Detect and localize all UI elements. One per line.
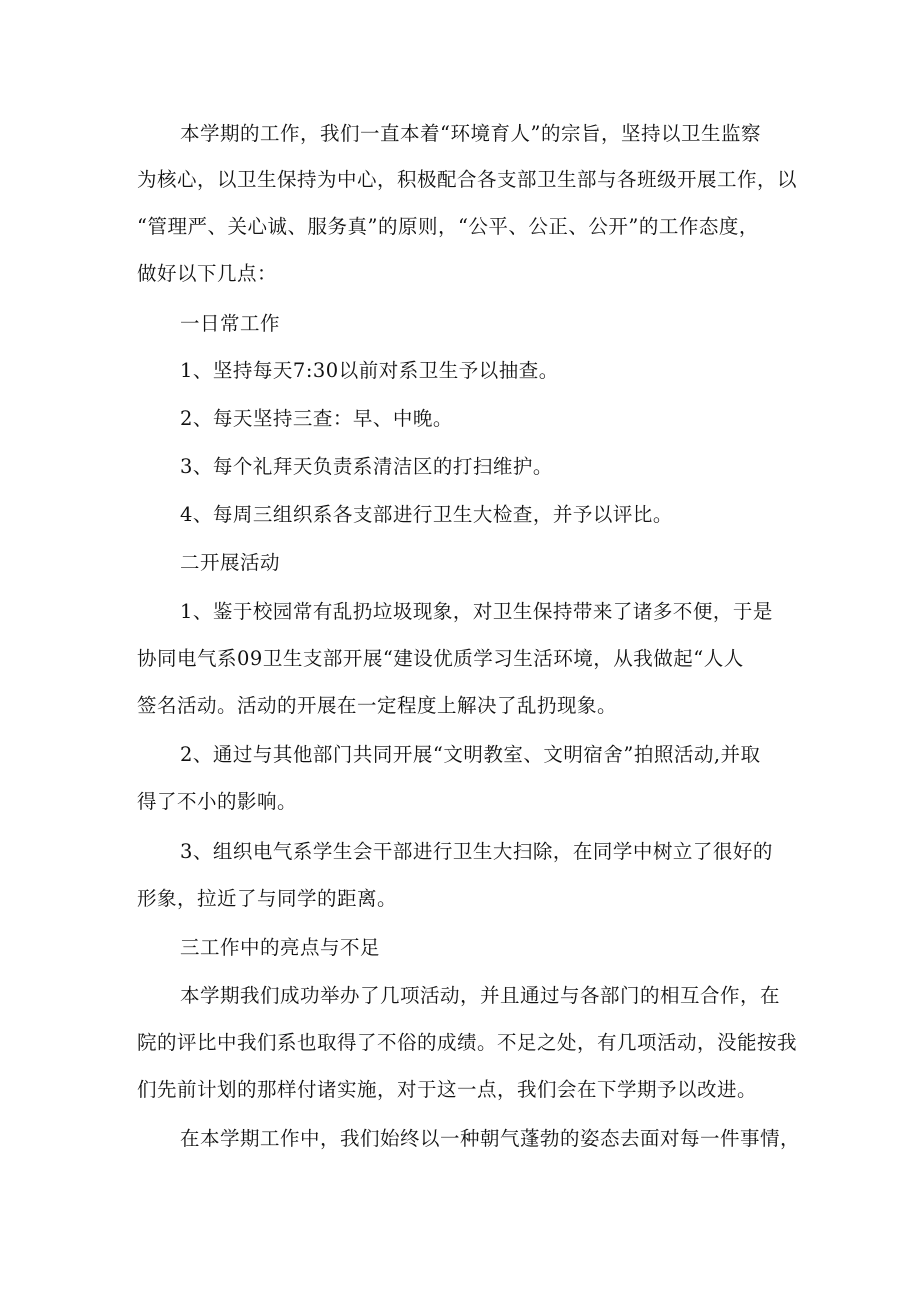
list-item: 3、每个礼拜天负责系清洁区的打扫维护。 (180, 455, 553, 478)
list-item: 1、坚持每天7:30以前对系卫生予以抽查。 (180, 359, 559, 382)
paragraph-line: 3、组织电气系学生会干部进行卫生大扫除，在同学中树立了很好的 (180, 840, 773, 863)
paragraph-line: 在本学期工作中，我们始终以一种朝气蓬勃的姿态去面对每一件事情， (180, 1127, 801, 1150)
paragraph-line: 为核心，以卫生保持为中心，积极配合各支部卫生部与各班级开展工作，以 (137, 168, 798, 191)
paragraph-line: 签名活动。活动的开展在一定程度上解决了乱扔现象。 (137, 694, 618, 717)
paragraph-line: 院的评比中我们系也取得了不俗的成绩。不足之处，有几项活动，没能按我 (137, 1031, 798, 1054)
paragraph-line: 2、通过与其他部门共同开展“文明教室、文明宿舍”拍照活动,并取 (180, 743, 761, 766)
list-item: 2、每天坚持三查：早、中晚。 (180, 407, 453, 430)
section-heading: 一日常工作 (180, 312, 281, 335)
paragraph-line: 形象，拉近了与同学的距离。 (137, 887, 398, 910)
section-heading: 三工作中的亮点与不足 (180, 936, 381, 959)
paragraph-line: 做好以下几点： (137, 262, 278, 285)
paragraph-line: 协同电气系09卫生支部开展“建设优质学习生活环境，从我做起“人人 (137, 647, 744, 670)
section-heading: 二开展活动 (180, 551, 281, 574)
paragraph-line: 们先前计划的那样付诸实施，对于这一点，我们会在下学期予以改进。 (137, 1078, 758, 1101)
paragraph-line: “管理严、关心诚、服务真”的原则，“公平、公正、公开”的工作态度， (137, 215, 759, 238)
paragraph-line: 本学期的工作，我们一直本着“环境育人”的宗旨，坚持以卫生监察 (180, 122, 761, 145)
list-item: 4、每周三组织系各支部进行卫生大检查，并予以评比。 (180, 503, 673, 526)
paragraph-line: 本学期我们成功举办了几项活动，并且通过与各部门的相互合作，在 (180, 984, 781, 1007)
paragraph-line: 得了不小的影响。 (137, 790, 298, 813)
paragraph-line: 1、鉴于校园常有乱扔垃圾现象，对卫生保持带来了诸多不便，于是 (180, 600, 773, 623)
